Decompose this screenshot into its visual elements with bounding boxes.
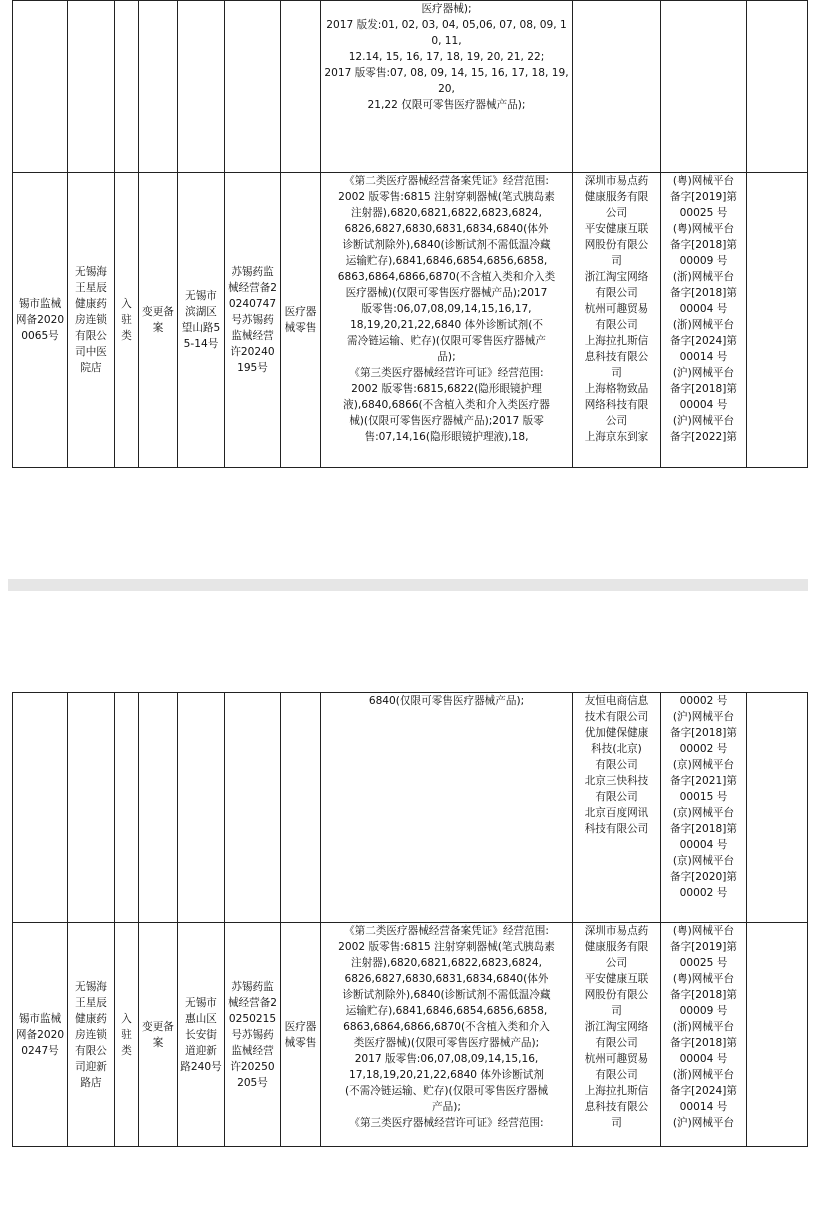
filing-table-page-2 [12,692,808,1147]
scope-line: 版零售:06,07,08,09,14,15,16,17, [361,303,532,315]
platform-no-line: 备字[2024]第 [669,335,737,347]
scope-line: 医疗器械)(仅限可零售医疗器械产品);2017 [345,287,548,299]
platform-no-line: 备字[2018]第 [669,989,737,1001]
platform-line: 上海拉扎斯信 [584,335,649,347]
scope-line: 《第三类医疗器械经营许可证》经营范围: [349,367,544,379]
platform-line: 浙江淘宝网络 [584,271,649,283]
platform-no-line: (粤)网械平台 [672,175,735,187]
platform-no-line: 备字[2018]第 [669,383,737,395]
scope-line: 液),6840,6866(不含植入类和介入类医疗器 [343,399,550,411]
scope-cell [321,923,573,1147]
platform-line: 科技有限公司 [584,823,649,835]
scope-line: 12.14, 15, 16, 17, 18, 19, 20, 21, 22; [348,51,545,63]
scope-cell [321,1,573,173]
change-type: 变更备案 [139,173,178,468]
scope-line: 售:07,14,16(隐形眼镜护理液),18, [364,431,529,443]
empty-cell [225,693,281,923]
scope-line: (不需冷链运输、贮存)(仅限可零售医疗器械 [344,1085,549,1097]
scope-line: 《第二类医疗器械经营备案凭证》经营范围: [344,925,549,937]
empty-cell [661,1,747,173]
table-row [13,173,808,468]
empty-cell [139,693,178,923]
scope-cell [321,693,573,923]
scope-line: 6826,6827,6830,6831,6834,6840(体外 [344,973,549,985]
platform-line: 有限公司 [595,1069,638,1081]
platform-filing-numbers [661,923,747,1147]
empty-cell [68,1,115,173]
platform-line: 杭州可趣贸易 [584,1053,649,1065]
platform-no-line: 备字[2018]第 [669,727,737,739]
scope-line: 产品); [432,1101,461,1113]
scope-line: 注射器),6820,6821,6822,6823,6824, [351,957,542,969]
scope-line: 械)(仅限可零售医疗器械产品);2017 版零 [349,415,544,427]
empty-cell [747,693,808,923]
scope-line: 18,19,20,21,22,6840 体外诊断试剂(不 [350,319,543,331]
platform-line: 司 [611,1117,622,1129]
platform-no-line: 00004 号 [679,399,728,411]
category: 入驻类 [115,923,139,1147]
platform-no-line: 备字[2019]第 [669,191,737,203]
platform-no-line: (京)网械平台 [672,855,735,867]
platform-line: 有限公司 [595,791,638,803]
platform-line: 优加健保健康 [584,727,649,739]
platform-line: 网股份有限公 [584,989,649,1001]
platform-filing-numbers [661,173,747,468]
platform-no-line: (粤)网械平台 [672,223,735,235]
document-page-2 [0,592,816,1228]
platform-line: 健康服务有限 [584,191,649,203]
platform-line: 有限公司 [595,759,638,771]
platform-no-line: 备字[2021]第 [669,775,737,787]
platform-line: 公司 [605,957,628,969]
empty-cell [13,1,68,173]
empty-cell [747,1,808,173]
empty-cell [178,693,225,923]
platform-line: 北京三快科技 [584,775,649,787]
company-name: 无锡海王星辰健康药房连锁有限公司迎新路店 [68,923,115,1147]
platform-no-line: 00025 号 [679,957,728,969]
empty-cell [139,1,178,173]
platform-line: 有限公司 [595,287,638,299]
platform-line: 健康服务有限 [584,941,649,953]
platform-no-line: (沪)网械平台 [672,367,735,379]
scope-line: 6840(仅限可零售医疗器械产品); [368,695,525,707]
platform-no-line: (沪)网械平台 [672,711,735,723]
empty-cell [178,1,225,173]
platform-no-line: 00002 号 [679,695,728,707]
platform-line: 友恒电商信息 [584,695,649,707]
scope-line: 运输贮存),6841,6846,6854,6856,6858, [345,255,548,267]
platform-line: 科技(北京) [591,743,642,755]
scope-line: 6863,6864,6866,6870(不含植入类和介入类 [337,271,556,283]
platform-line: 息科技有限公 [584,1101,649,1113]
category: 入驻类 [115,173,139,468]
platform-line: 上海拉扎斯信 [584,1085,649,1097]
platform-line: 网络科技有限 [584,399,649,411]
company-name: 无锡海王星辰健康药房连锁有限公司中医院店 [68,173,115,468]
address: 无锡市惠山区长安街道迎新路240号 [178,923,225,1147]
empty-cell [13,693,68,923]
platform-line: 北京百度网讯 [584,807,649,819]
platform-operators [573,173,661,468]
change-type: 变更备案 [139,923,178,1147]
platform-no-line: 备字[2018]第 [669,287,737,299]
scope-line: 17,18,19,20,21,22,6840 体外诊断试剂 [349,1069,544,1081]
platform-no-line: (浙)网械平台 [672,1021,735,1033]
document-page-1 [0,0,816,578]
platform-no-line: 备字[2020]第 [669,871,737,883]
scope-line: 2017 版零售:07, 08, 09, 14, 15, 16, 17, 18, 19, 20, [324,67,569,95]
business-mode: 医疗器械零售 [281,173,321,468]
platform-no-line: 00014 号 [679,1101,728,1113]
platform-line: 浙江淘宝网络 [584,1021,649,1033]
filing-table-page-1 [12,0,808,468]
platform-no-line: (沪)网械平台 [672,415,735,427]
platform-no-line: (粤)网械平台 [672,925,735,937]
scope-line: 2002 版零售:6815 注射穿刺器械(笔式胰岛素 [338,941,555,953]
scope-line: 运输贮存),6841,6846,6854,6856,6858, [345,1005,548,1017]
platform-no-line: (京)网械平台 [672,807,735,819]
platform-no-line: 00004 号 [679,303,728,315]
platform-no-line: 备字[2018]第 [669,239,737,251]
platform-line: 息科技有限公 [584,351,649,363]
platform-line: 平安健康互联 [584,973,649,985]
scope-line: 21,22 仅限可零售医疗器械产品); [367,99,526,111]
empty-cell [281,1,321,173]
scope-line: 2002 版零售:6815 注射穿刺器械(笔式胰岛素 [338,191,555,203]
platform-line: 公司 [605,415,628,427]
table-row-continuation [13,1,808,173]
scope-cell [321,173,573,468]
platform-line: 技术有限公司 [584,711,649,723]
platform-no-line: 00014 号 [679,351,728,363]
scope-line: 类医疗器械)(仅限可零售医疗器械产品); [353,1037,540,1049]
empty-cell [281,693,321,923]
table-row-continuation [13,693,808,923]
scope-line: 6826,6827,6830,6831,6834,6840(体外 [344,223,549,235]
platform-line: 有限公司 [595,319,638,331]
filing-number: 锡市监械网备20200247号 [13,923,68,1147]
address: 无锡市滨湖区望山路55-14号 [178,173,225,468]
empty-cell [68,693,115,923]
platform-no-line: 备字[2018]第 [669,823,737,835]
empty-cell [573,1,661,173]
platform-line: 网股份有限公 [584,239,649,251]
platform-filing-numbers [661,693,747,923]
platform-line: 上海京东到家 [584,431,649,443]
platform-no-line: (粤)网械平台 [672,973,735,985]
scope-line: 品); [437,351,456,363]
scope-line: 2017 版零售:06,07,08,09,14,15,16, [354,1053,539,1065]
platform-no-line: 备字[2022]第 [669,431,737,443]
platform-no-line: (浙)网械平台 [672,1069,735,1081]
platform-operators [573,923,661,1147]
business-mode: 医疗器械零售 [281,923,321,1147]
scope-line: 需冷链运输、贮存)(仅限可零售医疗器械产 [347,335,546,347]
page-divider [8,579,808,591]
platform-no-line: 00009 号 [679,255,728,267]
platform-no-line: (浙)网械平台 [672,271,735,283]
platform-no-line: 00004 号 [679,839,728,851]
license-numbers: 苏锡药监械经营备20250215号苏锡药监械经营许20250205号 [225,923,281,1147]
platform-no-line: 00002 号 [679,743,728,755]
table-row [13,923,808,1147]
empty-cell [747,923,808,1147]
empty-cell [747,173,808,468]
platform-no-line: 00015 号 [679,791,728,803]
empty-cell [225,1,281,173]
license-numbers: 苏锡药监械经营备20240747号苏锡药监械经营许20240195号 [225,173,281,468]
scope-line: 《第二类医疗器械经营备案凭证》经营范围: [344,175,549,187]
platform-no-line: (沪)网械平台 [672,1117,735,1129]
platform-no-line: 00025 号 [679,207,728,219]
platform-line: 深圳市易点药 [584,925,649,937]
platform-no-line: (京)网械平台 [672,759,735,771]
platform-line: 平安健康互联 [584,223,649,235]
scope-line: 2017 版发:01, 02, 03, 04, 05,06, 07, 08, 09, 10, 11, [326,19,567,47]
platform-no-line: 备字[2024]第 [669,1085,737,1097]
platform-line: 司 [611,1005,622,1017]
platform-line: 司 [611,367,622,379]
scope-line: 《第三类医疗器械经营许可证》经营范围: [349,1117,544,1129]
platform-no-line: (浙)网械平台 [672,319,735,331]
empty-cell [115,693,139,923]
platform-line: 公司 [605,207,628,219]
platform-operators [573,693,661,923]
platform-no-line: 备字[2018]第 [669,1037,737,1049]
scope-line: 注射器),6820,6821,6822,6823,6824, [351,207,542,219]
platform-line: 杭州可趣贸易 [584,303,649,315]
empty-cell [115,1,139,173]
platform-line: 深圳市易点药 [584,175,649,187]
scope-line: 医疗器械); [421,3,472,15]
scope-line: 6863,6864,6866,6870(不含植入类和介入 [343,1021,550,1033]
filing-number: 锡市监械网备20200065号 [13,173,68,468]
scope-line: 诊断试剂除外),6840(诊断试剂不需低温冷藏 [342,989,551,1001]
platform-no-line: 00004 号 [679,1053,728,1065]
platform-line: 司 [611,255,622,267]
platform-line: 有限公司 [595,1037,638,1049]
scope-line: 诊断试剂除外),6840(诊断试剂不需低温冷藏 [342,239,551,251]
platform-line: 上海格物致品 [584,383,649,395]
platform-no-line: 00002 号 [679,887,728,899]
platform-no-line: 备字[2019]第 [669,941,737,953]
scope-line: 2002 版零售:6815,6822(隐形眼镜护理 [351,383,542,395]
platform-no-line: 00009 号 [679,1005,728,1017]
